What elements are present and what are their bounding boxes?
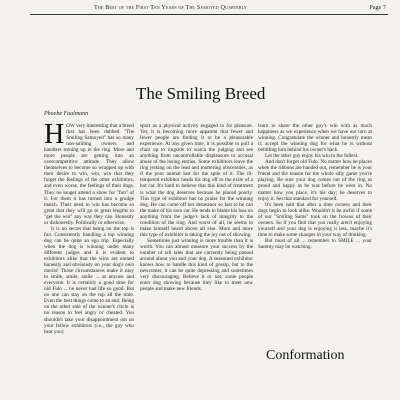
paragraph: Sometimes just winning is more trouble than it is worth. You can almost measure your success by the number of tall tales that are currently being passed around about you and your dog. A seasoned exhibitor knows how to handle this kind of gossip, but to the newcomer, it can be quite depressing and sometimes very discouraging. Believe it or not, some people enter dog showing because they like to meet new people and make new friends. bbox=[140, 237, 253, 293]
byline: Phoebe Faulmann bbox=[44, 111, 89, 117]
paragraph bbox=[44, 123, 134, 226]
paragraph: learn to share the other guy's win with as much happiness as we experience when we have our turn at winning. Congratulate the winner and honestly mean it; accept the winning dog for what he is without belittling him behind his owner's back. bbox=[258, 123, 372, 154]
paragraph: Let the other guy enjoy his win to the fullest. bbox=[265, 153, 359, 160]
article-title: The Smiling Breed bbox=[136, 84, 266, 103]
drop-cap: H bbox=[44, 123, 65, 150]
text-column-2 bbox=[140, 123, 253, 400]
section-heading: Conformation bbox=[266, 348, 345, 363]
paragraph: But most of all ... remember to SMILE ... your Sammy may be watching. bbox=[258, 237, 372, 250]
page-number: Page 7 bbox=[369, 4, 386, 11]
text-column-3 bbox=[258, 123, 372, 293]
paragraph: It's been said that after a time owners and their dogs begin to look alike. Wouldn't it be awful if some of our "Smiling Sams" took on the frowns of their owners. So if you find that you really aren't enjoying yourself and your dog is enjoying it less, maybe it's time to make some changes in your way of thinking. bbox=[258, 201, 372, 238]
paragraph: sport as a physical activity engaged in for pleasure. Yet, it is becoming more apparent that fewer and fewer people are finding it to be a pleasurable experience. At any given time, it is possible to pull a chair up to ringside to watch the judging and see anything from uncontrollable displeasure to accusal abuse of the losing entries. Some exhibitors leave the ring jerking on the lead and muttering obscenities, as if the poor animal lost for the spite of it. The ill-tempered exhibitor heads his dog off to the exile of a hot car. It's hard to believe that this kind of treatment is what the dog deserves because he placed poorly. This type of exhibitor has no praise for the winning dog. He can come off her demeanor so fast to be can the make of his own car. He tends to blame his loss on anything from the judge's lack of integrity to the condition of the ring. And worst of all, he seems to make himself heard above all else. More and more this type of exhibitor is taking the joy out of showing. bbox=[140, 123, 253, 238]
paragraph-text: OW very interesting that a breed that has been dubbed "The Smiling Samoyed" has so many non-smiling owners and handlers turning up in the ring. More and more people are getting into an overcompetitive attitude. They allow themselves to become so wrapped up with their desire to win, win, win that they forget the feelings of the other exhibitors, and even worse, the feelings of their dogs. They no longer attend a show for "fun" of it. For them it has turned into a grudge match. Their need to win has become so great that they will go to great lengths to "get the win" any way they can. Honestly or dishonestly. Politically or otherwise. bbox=[44, 123, 134, 226]
running-head-title: The Best of the First Ten Years of The Samoyed Quarterly bbox=[94, 4, 247, 11]
paragraph: It is no secret that being on the top is fun. Consistently handling a top winning dog can be quite an ego trip. Especially when the dog is winning under many different judges and it is evident to exhibitors alike that the wins are earned honestly and obviously on your dog's own merits! Those circumstances make it easy to smile, smile, smile ... at anyone and everyone. It is certainly a good time for old Fido ... he never had life so good. But no one can stay on the top all the time. Even the best things come to an end. Being on the other side of the winner's circle is no reason to feel angry or cheated. You shouldn't take your disappointment out on your fellow exhibitors (i.e., the guy who beat you) bbox=[44, 225, 134, 335]
paragraph: And don't forget old Fido. No matter how he places when the ribbons are handed out, remember he is your friend and the reason for the whole silly game you're playing. Be sure your dog comes out of the ring as proud and happy as he was before he went in. No matter how you place, it's his day; he deserves to enjoy it. Set that standard for yourself. bbox=[258, 159, 372, 202]
text-column-1 bbox=[44, 123, 134, 400]
header-rule bbox=[30, 14, 388, 15]
